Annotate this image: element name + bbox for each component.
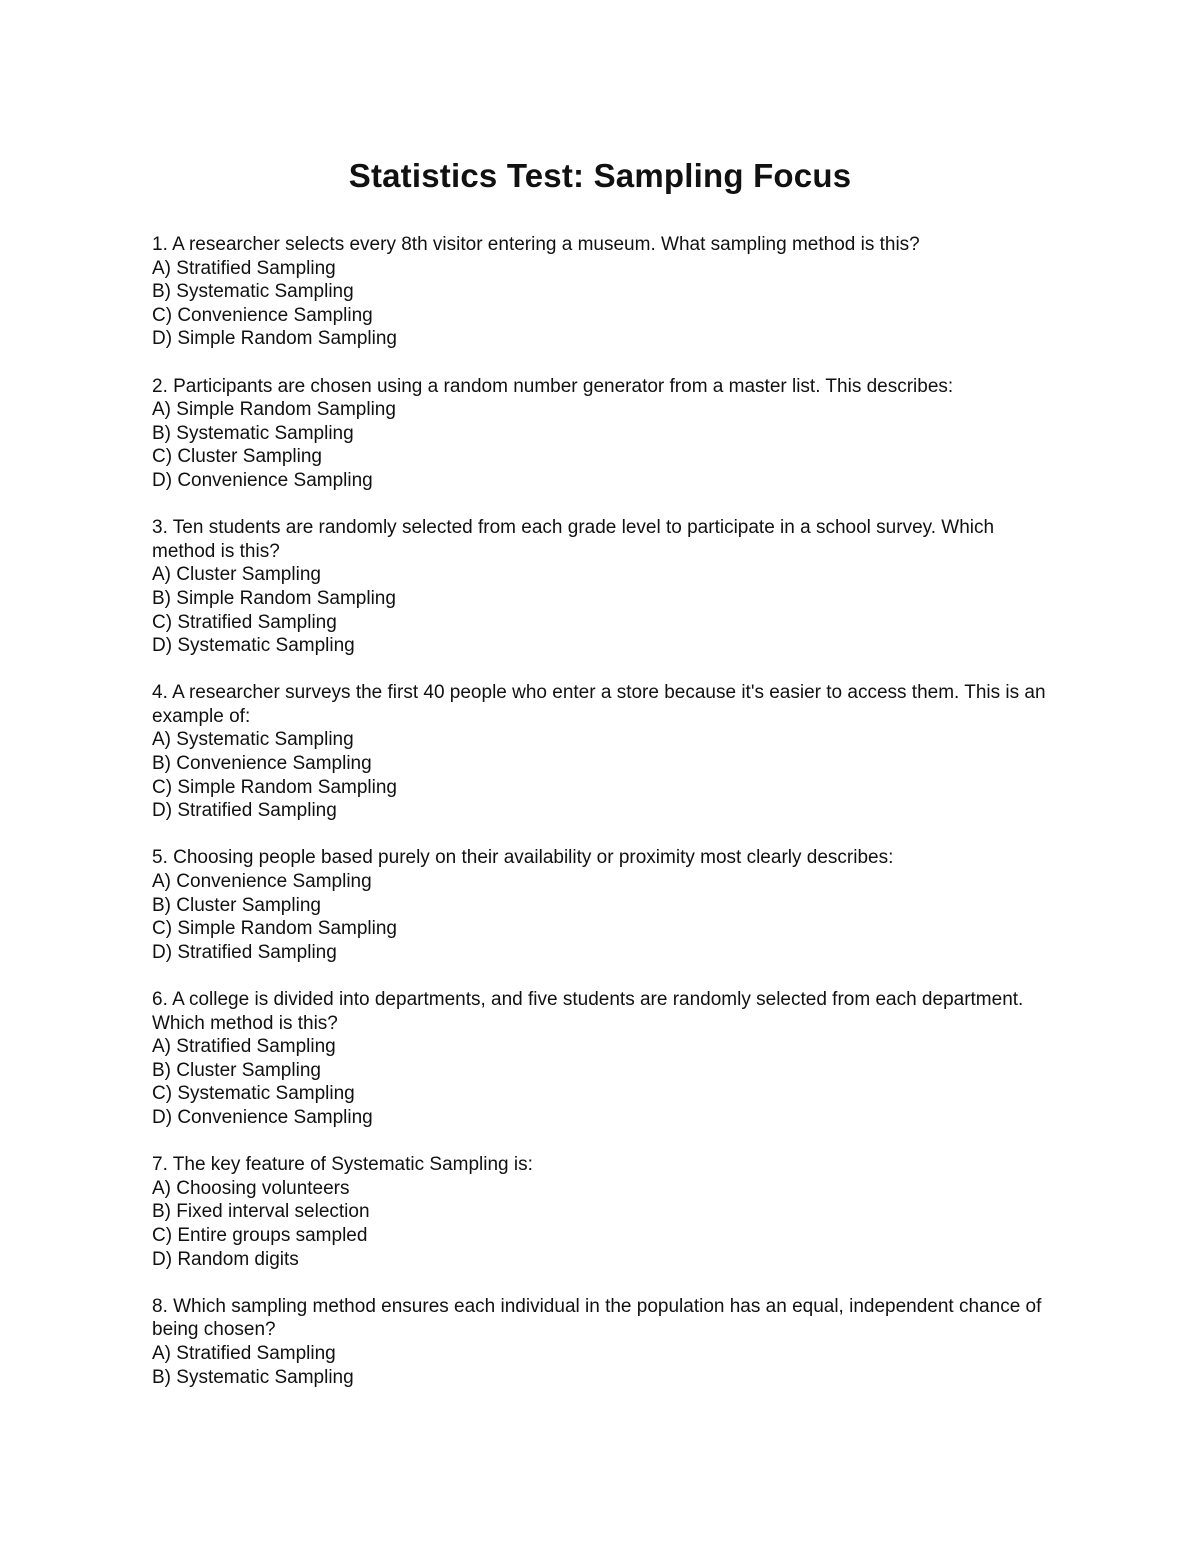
answer-option: D) Convenience Sampling bbox=[152, 1106, 373, 1128]
answer-option: A) Stratified Sampling bbox=[152, 257, 336, 279]
answer-option: C) Stratified Sampling bbox=[152, 611, 337, 633]
question-8 bbox=[152, 1295, 1062, 1389]
answer-options bbox=[152, 1177, 1062, 1271]
answer-option: C) Convenience Sampling bbox=[152, 304, 373, 326]
question-1 bbox=[152, 233, 1062, 351]
answer-option: A) Simple Random Sampling bbox=[152, 399, 396, 421]
question-4 bbox=[152, 681, 1062, 823]
answer-option: B) Simple Random Sampling bbox=[152, 587, 396, 609]
answer-option: D) Stratified Sampling bbox=[152, 941, 337, 963]
answer-option: C) Simple Random Sampling bbox=[152, 918, 397, 940]
answer-options bbox=[152, 728, 1062, 822]
answer-option: D) Convenience Sampling bbox=[152, 469, 373, 491]
answer-option: A) Stratified Sampling bbox=[152, 1342, 336, 1364]
answer-options bbox=[152, 870, 1062, 964]
question-list bbox=[152, 233, 1062, 1413]
answer-option: A) Systematic Sampling bbox=[152, 729, 354, 751]
answer-option: B) Systematic Sampling bbox=[152, 422, 354, 444]
answer-option: B) Cluster Sampling bbox=[152, 1059, 321, 1081]
answer-option: A) Stratified Sampling bbox=[152, 1036, 336, 1058]
question-7 bbox=[152, 1153, 1062, 1271]
answer-option: D) Stratified Sampling bbox=[152, 800, 337, 822]
question-text: 2. Participants are chosen using a random number generator from a master list. This describes: bbox=[152, 375, 954, 397]
question-3 bbox=[152, 516, 1062, 658]
answer-option: D) Systematic Sampling bbox=[152, 635, 355, 657]
answer-option: D) Random digits bbox=[152, 1248, 299, 1270]
answer-option: C) Entire groups sampled bbox=[152, 1224, 368, 1246]
answer-option: B) Systematic Sampling bbox=[152, 281, 354, 303]
question-5 bbox=[152, 846, 1062, 964]
answer-options bbox=[152, 563, 1062, 657]
answer-option: A) Choosing volunteers bbox=[152, 1177, 350, 1199]
answer-options bbox=[152, 1342, 1062, 1389]
answer-option: C) Simple Random Sampling bbox=[152, 776, 397, 798]
question-text: 1. A researcher selects every 8th visitor entering a museum. What sampling method is this? bbox=[152, 234, 920, 255]
question-text: 5. Choosing people based purely on their availability or proximity most clearly describes: bbox=[152, 847, 894, 869]
question-text: 6. A college is divided into departments, and five students are randomly selected from each department. Which method is this? bbox=[152, 989, 1024, 1034]
answer-option: D) Simple Random Sampling bbox=[152, 328, 397, 350]
page-title: Statistics Test: Sampling Focus bbox=[348, 157, 852, 194]
question-text: 8. Which sampling method ensures each individual in the population has an equal, independent chance of being chosen? bbox=[152, 1295, 1042, 1341]
answer-options bbox=[152, 398, 1062, 492]
question-text: 7. The key feature of Systematic Sampling is: bbox=[152, 1154, 533, 1176]
answer-option: A) Convenience Sampling bbox=[152, 871, 372, 893]
answer-option: B) Convenience Sampling bbox=[152, 753, 372, 775]
question-text: 4. A researcher surveys the first 40 people who enter a store because it's easier to access them. This is an example of: bbox=[152, 682, 1046, 727]
question-6 bbox=[152, 988, 1062, 1130]
answer-option: A) Cluster Sampling bbox=[152, 564, 321, 586]
answer-option: C) Cluster Sampling bbox=[152, 446, 322, 468]
answer-options bbox=[152, 1035, 1062, 1129]
answer-option: B) Systematic Sampling bbox=[152, 1366, 354, 1388]
answer-option: C) Systematic Sampling bbox=[152, 1083, 355, 1105]
question-text: 3. Ten students are randomly selected from each grade level to participate in a school survey. Which method is this? bbox=[152, 517, 995, 562]
question-2 bbox=[152, 375, 1062, 493]
answer-options bbox=[152, 257, 1062, 351]
answer-option: B) Cluster Sampling bbox=[152, 894, 321, 916]
answer-option: B) Fixed interval selection bbox=[152, 1201, 370, 1223]
